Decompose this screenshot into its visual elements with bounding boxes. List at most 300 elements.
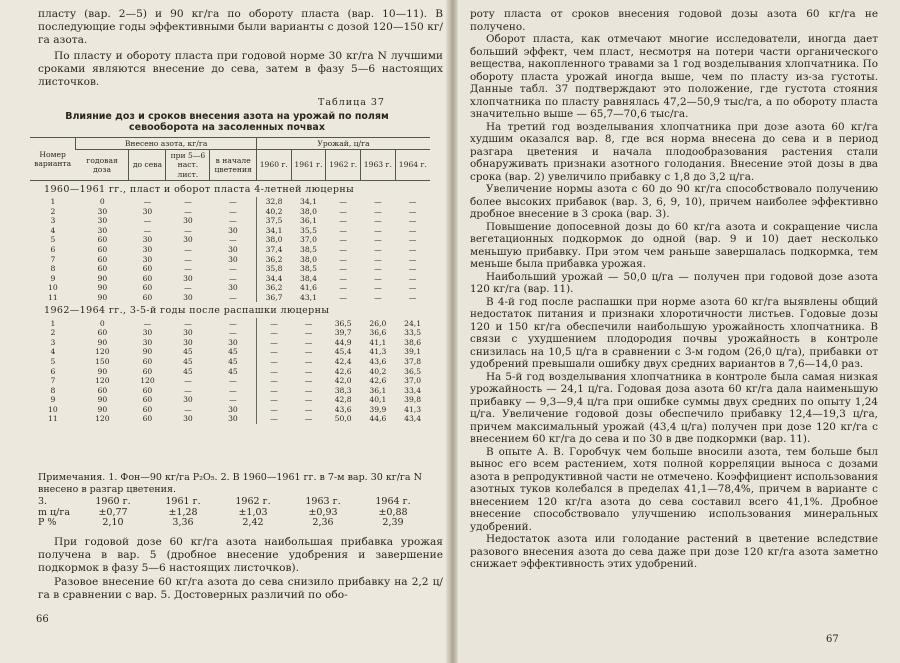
table-cell: —: [304, 376, 313, 386]
table-cell: 38,6: [404, 337, 422, 347]
table-cell: —: [339, 273, 347, 283]
table-cell: 42,8: [334, 395, 352, 405]
table-cell: 1: [50, 197, 56, 206]
table-cell: 34,1: [256, 226, 291, 236]
table-title: Влияние доз и сроков внесения азота на урожай по полям севооборота на засоленных почвах: [65, 111, 389, 133]
table-cell: 7: [50, 254, 56, 264]
table-cell: 41,6: [300, 283, 317, 293]
table-cell: 37,0: [404, 376, 422, 386]
table-cell: 60: [97, 244, 108, 254]
stat-p: 3,36: [172, 517, 194, 528]
table-cell: 90: [97, 337, 108, 347]
table-cell: 120: [95, 347, 110, 357]
table-cell: —: [256, 376, 291, 386]
stat-year: 1961 г.: [165, 496, 201, 507]
header-year: 1963 г.: [361, 150, 396, 181]
table-cell: 38,5: [300, 264, 317, 274]
table-cell: —: [143, 197, 152, 206]
table-cell: —: [256, 347, 291, 357]
table-cell: 38,0: [300, 254, 317, 264]
table-cell: 30: [142, 337, 153, 347]
table-cell: 60: [142, 356, 153, 366]
table-cell: —: [256, 395, 291, 405]
table-cell: 32,8: [256, 197, 291, 207]
table-cell: —: [256, 386, 291, 396]
table-cell: 30: [97, 216, 108, 226]
table-row: [30, 235, 430, 245]
table-cell: 38,0: [256, 235, 291, 245]
table-cell: 9: [50, 273, 56, 283]
table-cell: —: [408, 244, 417, 254]
table-cell: 30: [97, 206, 108, 216]
table-cell: —: [256, 357, 291, 367]
table-cell: 36,2: [256, 254, 291, 264]
table-cell: 43,1: [300, 292, 317, 302]
paragraph: При годовой дозе 60 кг/га азота наибольшая прибавка урожая получена в вар. 5 (дробное внесение удобрения и завершение подкормок в фазу 5—6 настоящих листочков).: [38, 536, 443, 575]
table-cell: 45: [183, 356, 193, 366]
table-cell: 60: [142, 273, 153, 283]
right-page: [452, 0, 900, 663]
table-cell: 39,1: [404, 347, 422, 357]
stat-m: ±1,28: [168, 506, 198, 518]
table-cell: —: [408, 283, 417, 293]
table-cell: 1: [50, 318, 56, 328]
table-cell: —: [229, 328, 237, 338]
table-cell: —: [229, 206, 237, 216]
table-row: [30, 245, 430, 255]
table-row: [30, 216, 430, 226]
table-row: [30, 254, 430, 264]
paragraph: Недостаток азота или голодание растений в цветение вследствие разового внесения азота до сева даже при дозе 120 кг/га азота заметно снижает эффективность этих удобрений.: [470, 533, 878, 570]
table-cell: 3: [50, 337, 56, 347]
table-cell: —: [374, 197, 382, 206]
table-row: [30, 197, 430, 207]
table-cell: 44,9: [334, 337, 352, 347]
table-cell: 41,1: [369, 337, 387, 347]
table-cell: —: [408, 273, 417, 283]
table-cell: 2: [50, 206, 56, 216]
table-cell: 35,8: [256, 264, 291, 274]
table-cell: —: [184, 264, 192, 274]
table-cell: —: [229, 376, 237, 386]
table-cell: 45: [228, 347, 238, 357]
table-cell: 34,1: [300, 197, 317, 206]
paragraph: В 4-й год после распашки при норме азота 60 кг/га выявлены общий недостаток питания и признаки хлоротичности листьев. Годовые дозы 120 и 150 кг/га обеспечили наибольшую урожайность хлопчатника. В связи с ухудшением плодородия почвы урожайность в контроле снизилась на 10,5 ц/га в сравнении с 3-м годом (26,0 ц/га), прибавки от удобрений превышали ошибку двух средних вариантов в 7,6—14,0 раз.: [470, 295, 878, 370]
table-cell: 30: [183, 337, 193, 347]
table-cell: 45: [183, 347, 193, 357]
table-cell: 40,1: [369, 395, 387, 405]
stat-m: ±0,77: [98, 506, 128, 518]
table-cell: —: [304, 328, 313, 338]
table-cell: 60: [97, 264, 108, 274]
table-cell: —: [339, 254, 347, 264]
table-cell: —: [256, 328, 291, 338]
stats-table: [38, 497, 428, 529]
table-cell: 50,0: [334, 414, 352, 424]
page-number: 66: [36, 614, 49, 625]
table-cell: 34,4: [256, 274, 291, 284]
table-cell: 36,6: [369, 328, 387, 338]
table-cell: 120: [95, 376, 110, 386]
paragraph: Наибольший урожай — 50,0 ц/га — получен при годовой дозе азота 120 кг/га (вар. 11).: [470, 270, 878, 295]
table-cell: 44,6: [369, 414, 387, 424]
table-row: [30, 395, 430, 405]
table-row: [30, 264, 430, 274]
header-variant: Номер варианта: [30, 138, 76, 181]
header-year: 1960 г.: [256, 150, 291, 181]
table-cell: 30: [142, 254, 153, 264]
table-cell: 45: [228, 366, 238, 376]
table-row: [30, 328, 430, 338]
paragraph: Увеличение нормы азота с 60 до 90 кг/га способствовало получению более высоких прибавок (вар. 3, 6, 9, 10), причем наиболее эффективно дробное внесение в 3 срока (вар. 3).: [470, 183, 878, 220]
table-cell: 42,6: [369, 376, 387, 386]
left-top-text: [38, 8, 443, 89]
table-cell: 3: [50, 216, 56, 226]
table-cell: —: [184, 206, 192, 216]
table-cell: 30: [142, 244, 153, 254]
table-cell: 30: [228, 283, 238, 293]
table-cell: 8: [50, 264, 56, 274]
table-row: [30, 357, 430, 367]
table-cell: 40,2: [256, 206, 291, 216]
table-cell: —: [304, 337, 313, 347]
table-cell: —: [256, 366, 291, 376]
table-cell: 10: [48, 404, 58, 414]
table-cell: 2: [50, 328, 56, 338]
table-cell: 60: [97, 328, 108, 338]
table-cell: 37,0: [300, 235, 317, 245]
table-cell: —: [374, 206, 382, 216]
table-cell: 41,3: [369, 347, 387, 357]
table-cell: 60: [97, 254, 108, 264]
table-cell: 5: [50, 356, 56, 366]
table-cell: 90: [97, 404, 108, 414]
table-row: [30, 376, 430, 386]
book-gutter: [446, 0, 458, 663]
table-cell: —: [143, 318, 152, 328]
stat-m: ±0,93: [308, 506, 338, 518]
table-cell: 43,6: [369, 356, 387, 366]
table-cell: —: [229, 395, 237, 405]
table-cell: —: [374, 225, 382, 235]
table-cell: —: [184, 225, 192, 235]
table-cell: 39,8: [404, 395, 422, 405]
table-cell: 35,5: [300, 225, 317, 235]
table-cell: 11: [48, 414, 58, 424]
table-cell: —: [374, 264, 382, 274]
table-cell: 30: [183, 292, 193, 302]
table-cell: —: [304, 318, 313, 328]
table-cell: 30: [183, 216, 193, 226]
table-cell: 120: [95, 414, 110, 424]
table-cell: 30: [183, 328, 193, 338]
table-cell: 4: [50, 347, 56, 357]
table-cell: —: [339, 292, 347, 302]
table-row: [30, 347, 430, 357]
table-cell: —: [184, 404, 192, 414]
table-row: [30, 206, 430, 216]
table-cell: 30: [142, 328, 153, 338]
table-cell: —: [374, 254, 382, 264]
stat-p: 2,10: [102, 517, 124, 528]
table-cell: 36,1: [369, 385, 387, 395]
stat-year: 1964 г.: [375, 496, 411, 507]
table-cell: —: [408, 264, 417, 274]
table-cell: 37,4: [256, 245, 291, 255]
table-cell: 30: [142, 235, 153, 245]
table-cell: —: [256, 338, 291, 348]
table-cell: 30: [228, 337, 238, 347]
stat-p: 2,36: [312, 517, 334, 528]
table-cell: 39,7: [334, 328, 352, 338]
paragraph: В опыте А. В. Горобчук чем больше вносили азота, тем больше был вынос его всем растением, хотя полной корреляции выноса с дозами азота в репродуктивной части не отмечено. Коэффициент использования азотных туков колебался в пределах 41,1—78,4%, причем в варианте с внесением 120 кг/га азота до сева составил всего 41,1%. Дробное внесение способствовало улучшению использования минеральных удобрений.: [470, 445, 878, 533]
header-year: 1964 г.: [395, 150, 430, 181]
table-cell: 60: [97, 235, 108, 245]
table-cell: 60: [142, 404, 153, 414]
stat-label: P %: [38, 517, 57, 528]
table-cell: 43,6: [334, 404, 352, 414]
paragraph: Повышение допосевной дозы до 60 кг/га азота и сокращение числа вегетационных подкормок до одной (вар. 9 и 10) дает несколько меньшую прибавку. При этом чем раньше завершалась подкормка, тем меньше была прибавка урожая.: [470, 220, 878, 270]
table-row: [30, 414, 430, 424]
table-cell: —: [408, 225, 417, 235]
table-cell: 90: [97, 366, 108, 376]
table-row: [30, 318, 430, 328]
table-cell: —: [339, 216, 347, 226]
table-cell: —: [339, 225, 347, 235]
table-cell: 60: [97, 385, 108, 395]
table-cell: —: [408, 206, 417, 216]
table-cell: 120: [140, 376, 155, 386]
table-cell: 39,9: [369, 404, 387, 414]
table-cell: 24,1: [404, 318, 422, 328]
table-row: [30, 283, 430, 293]
table-cell: 45: [183, 366, 193, 376]
table-cell: 36,7: [256, 293, 291, 303]
table-cell: 45: [228, 356, 238, 366]
table-cell: —: [339, 206, 347, 216]
table-cell: 60: [142, 264, 153, 274]
table-cell: —: [184, 197, 192, 206]
table-number: Таблица 37: [318, 97, 385, 108]
paragraph: роту пласта от сроков внесения годовой дозы азота 60 кг/га не получено.: [470, 8, 878, 33]
stat-year: 1963 г.: [305, 496, 341, 507]
table-cell: 11: [48, 292, 58, 302]
header-year: 1962 г.: [326, 150, 361, 181]
table-cell: 60: [142, 414, 153, 424]
header-flowering: в начале цветения: [210, 150, 257, 181]
table-cell: 150: [95, 356, 110, 366]
table-cell: 38,0: [300, 206, 317, 216]
table-cell: —: [408, 216, 417, 226]
table-cell: 90: [142, 347, 153, 357]
table-cell: 40,2: [369, 366, 387, 376]
table-cell: 4: [50, 225, 56, 235]
table-cell: 30: [228, 244, 238, 254]
table-cell: —: [408, 292, 417, 302]
table-cell: —: [184, 376, 192, 386]
table-cell: 90: [97, 292, 108, 302]
header-nitrogen: Внесено азота, кг/га: [76, 138, 257, 150]
table-cell: 30: [228, 404, 238, 414]
table-cell: 38,3: [334, 385, 352, 395]
table-row: [30, 366, 430, 376]
table-cell: —: [339, 244, 347, 254]
table-cell: 6: [50, 244, 56, 254]
paragraph: По пласту и обороту пласта при годовой норме 30 кг/га N лучшими сроками являются внесение до сева, затем в фазу 5—6 настоящих листочков.: [38, 49, 443, 89]
table-cell: —: [374, 283, 382, 293]
table-cell: 10: [48, 283, 58, 293]
yield-table: [30, 137, 430, 424]
table-cell: 9: [50, 395, 56, 405]
table-row: [30, 386, 430, 396]
stat-label: m ц/га: [38, 506, 70, 518]
table-cell: 90: [97, 395, 108, 405]
header-presow: до сева: [129, 150, 166, 181]
table-cell: 60: [142, 283, 153, 293]
header-annual: годовая доза: [76, 150, 129, 181]
table-cell: 60: [142, 395, 153, 405]
table-cell: 30: [183, 235, 193, 245]
table-cell: 38,4: [300, 273, 317, 283]
table-note: Примечания. 1. Фон—90 кг/га P₂O₅. 2. В 1960—1961 гг. в 7-м вар. 30 кг/га N внесено в разгар цветения.: [38, 472, 422, 495]
table-cell: 42,6: [334, 366, 352, 376]
table-cell: —: [229, 235, 237, 245]
section-label: 1962—1964 гг., 3-5-й годы после распашки люцерны: [44, 305, 330, 317]
table-cell: 30: [228, 225, 238, 235]
stat-year: 1962 г.: [235, 496, 271, 507]
table-cell: 8: [50, 385, 56, 395]
table-cell: 90: [97, 283, 108, 293]
table-cell: —: [143, 216, 152, 226]
table-cell: —: [374, 292, 382, 302]
paragraph: Оборот пласта, как отмечают многие исследователи, иногда дает больший эффект, чем пласт, несмотря на потери части органического вещества, накопленного травами за 1 год возделывания хлопчатника. По обороту пласта урожай иногда выше, чем по пласту из-за густоты. Данные табл. 37 подтверждают это положение, где густота стояния хлопчатника по пласту равнялась 47,2—50,9 тыс/га, а по обороту пласта значительно выше — 65,7—70,6 тыс/га.: [470, 33, 878, 120]
table-cell: —: [184, 318, 192, 328]
table-cell: —: [256, 405, 291, 415]
paragraph: На 5-й год возделывания хлопчатника в контроле была самая низкая урожайность — 24,1 ц/га. Годовая доза азота 60 кг/га дала наименьшую прибавку — 9,3—9,4 ц/га при ошибке суммы двух средних по опыту 1,24 ц/га. Увеличение годовой дозы обеспечило прибавку 12,4—19,3 ц/га, причем максимальный урожай (43,4 ц/га) получен при дозе 120 кг/га с внесением 60 кг/га до сева и по 30 в две подкормки (вар. 11).: [470, 370, 878, 445]
stat-label: 3.: [38, 496, 48, 507]
table-cell: —: [374, 216, 382, 226]
paragraph: Разовое внесение 60 кг/га азота до сева снизило прибавку на 2,2 ц/га в сравнении с вар. 5. Достоверных различий по обо-: [38, 575, 443, 601]
table-cell: —: [229, 385, 237, 395]
table-cell: 90: [97, 273, 108, 283]
table-cell: —: [304, 404, 313, 414]
table-cell: —: [374, 235, 382, 245]
table-row: [30, 226, 430, 236]
table-row: [30, 338, 430, 348]
table-cell: 30: [228, 254, 238, 264]
table-cell: 30: [142, 206, 153, 216]
right-text: [470, 8, 878, 571]
page-number: 67: [826, 634, 839, 645]
table-cell: —: [184, 283, 192, 293]
table-cell: 7: [50, 376, 56, 386]
stat-p: 2,39: [382, 517, 404, 528]
table-cell: 30: [228, 414, 238, 424]
table-cell: —: [304, 347, 313, 357]
section-label: 1960—1961 гг., пласт и оборот пласта 4-летней люцерны: [44, 183, 355, 195]
table-cell: 36,1: [300, 216, 317, 226]
table-cell: —: [408, 254, 417, 264]
table-cell: —: [339, 235, 347, 245]
table-cell: —: [229, 264, 237, 274]
table-cell: 0: [99, 197, 105, 206]
table-cell: —: [304, 414, 313, 424]
paragraph: На третий год возделывания хлопчатника при дозе азота 60 кг/га худшим оказался вар. 8, где вся норма внесена до сева и в период разгара цветения и начала плодообразования растения стали обнаруживать признаки азотного голодания. Внесение этой дозы в два срока (вар. 2) увеличило прибавку с 1,8 до 3,2 ц/га.: [470, 120, 878, 183]
header-year: 1961 г.: [291, 150, 326, 181]
left-bottom-text: [38, 536, 443, 602]
table-cell: —: [374, 244, 382, 254]
table-cell: —: [229, 292, 237, 302]
table-cell: 41,3: [404, 404, 422, 414]
table-cell: —: [229, 273, 237, 283]
table-cell: 60: [142, 292, 153, 302]
table-cell: —: [374, 273, 382, 283]
table-cell: 33,5: [404, 328, 422, 338]
table-row: [30, 293, 430, 303]
table-cell: —: [143, 225, 152, 235]
table-cell: 60: [142, 366, 153, 376]
table-cell: —: [304, 385, 313, 395]
table-cell: —: [339, 197, 347, 206]
table-cell: —: [304, 356, 313, 366]
table-cell: 36,5: [404, 366, 422, 376]
stat-m: ±1,03: [238, 506, 268, 518]
table-cell: 0: [99, 318, 105, 328]
table-cell: —: [229, 197, 237, 206]
table-cell: —: [229, 216, 237, 226]
table-cell: —: [304, 366, 313, 376]
stat-m: ±0,88: [378, 506, 408, 518]
table-cell: —: [408, 197, 417, 206]
table-cell: 5: [50, 235, 56, 245]
header-yield: Урожай, ц/га: [256, 138, 430, 150]
table-cell: 36,2: [256, 283, 291, 293]
table-cell: —: [339, 283, 347, 293]
table-cell: —: [184, 244, 192, 254]
table-cell: 60: [142, 385, 153, 395]
paragraph: пласту (вар. 2—5) и 90 кг/га по обороту пласта (вар. 10—11). В последующие годы эффективными были варианты с дозой 120—150 кг/га азота.: [38, 8, 443, 47]
table-cell: —: [184, 254, 192, 264]
table-cell: 30: [183, 273, 193, 283]
table-cell: 33,4: [404, 385, 422, 395]
table-cell: 6: [50, 366, 56, 376]
table-cell: —: [184, 385, 192, 395]
table-cell: 30: [97, 225, 108, 235]
table-cell: —: [304, 395, 313, 405]
table-cell: 38,5: [300, 244, 317, 254]
table-cell: 36,5: [334, 318, 352, 328]
table-cell: —: [229, 318, 237, 328]
table-cell: 37,5: [256, 216, 291, 226]
table-cell: 43,4: [404, 414, 422, 424]
stat-p: 2,42: [242, 517, 264, 528]
table-cell: 42,0: [334, 376, 352, 386]
table-cell: 30: [183, 395, 193, 405]
table-cell: —: [339, 264, 347, 274]
table-cell: —: [408, 235, 417, 245]
table-cell: 45,4: [334, 347, 352, 357]
table-row: [30, 405, 430, 415]
table-cell: —: [256, 414, 291, 424]
table-cell: 37,8: [404, 356, 422, 366]
table-cell: 26,0: [369, 318, 387, 328]
table-cell: 30: [183, 414, 193, 424]
table-cell: —: [256, 318, 291, 328]
stat-year: 1960 г.: [95, 496, 131, 507]
table-row: [30, 274, 430, 284]
header-phase56: при 5—6 наст. лист.: [166, 150, 210, 181]
table-cell: 42,4: [334, 356, 352, 366]
